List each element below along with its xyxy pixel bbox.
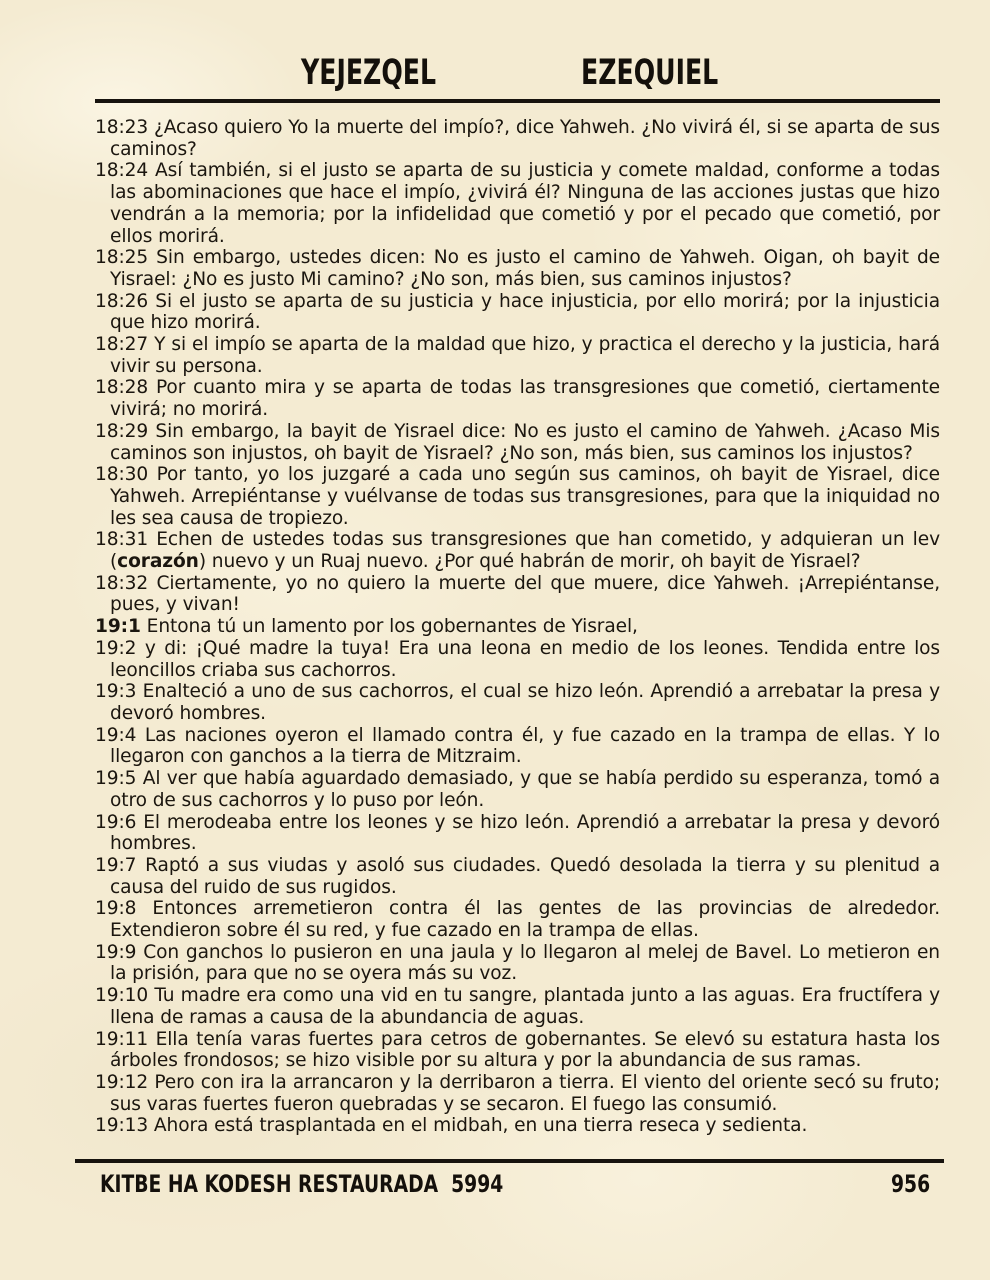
verse-number: 18:32 xyxy=(95,572,149,594)
verse xyxy=(95,573,940,616)
verse-number: 19:7 xyxy=(95,854,137,876)
verse xyxy=(95,421,940,464)
verse xyxy=(95,160,940,247)
verse-text: Al ver que había aguardado demasiado, y que se había perdido su esperanza, tomó a otro de sus cachorros y lo puso por león. xyxy=(110,768,941,811)
verse xyxy=(95,117,940,160)
page-title-spanish: EZEQUIEL xyxy=(581,53,719,93)
verse-text: Pero con ira la arrancaron y la derribaron a tierra. El viento del oriente secó su fruto; sus varas fuertes fueron quebradas y se secaron. El fuego las consumió. xyxy=(110,1071,940,1115)
verse-text: Ella tenía varas fuertes para cetros de gobernantes. Se elevó su estatura hasta los árboles frondosos; se hizo visible por su altura y por la abundancia de sus ramas. xyxy=(110,1028,940,1072)
verse xyxy=(95,681,940,724)
verse-text: ) nuevo y un Ruaj nuevo. ¿Por qué habrán de morir, oh bayit de Yisrael? xyxy=(198,551,861,573)
verse-text: Echen de ustedes todas sus transgresiones que han cometido, y adquieran un lev ( xyxy=(110,529,940,573)
verse xyxy=(95,898,940,941)
verse-text: Por tanto, yo los juzgaré a cada uno según sus caminos, oh bayit de Yisrael, dice Yahweh. Arrepiéntanse y vuélvanse de todas sus transgresiones, para que la iniquidad no les sea causa de tropiezo. xyxy=(110,464,940,529)
verse xyxy=(95,812,940,855)
verse-number: 19:12 xyxy=(95,1071,149,1093)
verse xyxy=(95,725,940,768)
verse-text: Entona tú un lamento por los gobernantes de Yisrael, xyxy=(146,616,638,638)
verse xyxy=(95,985,940,1028)
footer-divider xyxy=(75,1159,944,1163)
verse-text: ¿Acaso quiero Yo la muerte del impío?, dice Yahweh. ¿No vivirá él, si se aparta de sus caminos? xyxy=(110,117,940,160)
verse-text: Ciertamente, yo no quiero la muerte del que muere, dice Yahweh. ¡Arrepiéntanse, pues, y vivan! xyxy=(110,572,941,616)
verse-text: Ahora está trasplantada en el midbah, en una tierra reseca y sedienta. xyxy=(153,1115,808,1137)
verse xyxy=(95,855,940,898)
verse-text: Enalteció a uno de sus cachorros, el cual se hizo león. Aprendió a arrebatar la presa y devoró hombres. xyxy=(110,681,941,724)
verse-text: y di: ¡Qué madre la tuya! Era una leona en medio de los leones. Tendida entre los leoncillos criaba sus cachorros. xyxy=(110,637,940,681)
verse-text: Si el justo se aparta de su justicia y hace injusticia, por ello morirá; por la injusticia que hizo morirá. xyxy=(110,290,941,334)
verse-text: Sin embargo, la bayit de Yisrael dice: No es justo el camino de Yahweh. ¿Acaso Mis caminos son injustos, oh bayit de Yisrael? ¿No son, más bien, sus caminos los injustos? xyxy=(110,420,941,464)
verse-text: Las naciones oyeron el llamado contra él, y fue cazado en la trampa de ellas. Y lo llegaron con ganchos a la tierra de Mitzraim. xyxy=(110,724,940,768)
verse-number: 19:1 xyxy=(95,616,141,638)
footer-page-number: 956 xyxy=(890,1170,930,1198)
verse-number: 19:4 xyxy=(95,724,137,746)
verse-number: 18:26 xyxy=(95,290,149,312)
verse xyxy=(95,638,940,681)
page-title-transliterated: YEJEZQEL xyxy=(301,53,437,93)
verse-number: 19:8 xyxy=(95,898,137,920)
verse-text: El merodeaba entre los leones y se hizo león. Aprendió a arrebatar la presa y devoró hombres. xyxy=(110,811,940,855)
verse-text: Y si el impío se aparta de la maldad que hizo, y practica el derecho y la justicia, hará vivir su persona. xyxy=(110,334,940,377)
verse-number: 18:25 xyxy=(95,247,149,269)
verse-text: Sin embargo, ustedes dicen: No es justo el camino de Yahweh. Oigan, oh bayit de Yisrael: ¿No es justo Mi camino? ¿No son, más bien, sus caminos injustos? xyxy=(110,247,941,290)
verse-number: 18:29 xyxy=(95,420,149,442)
verse-number: 18:30 xyxy=(95,464,149,486)
verse xyxy=(95,291,940,334)
verse-number: 19:10 xyxy=(95,985,149,1007)
verse xyxy=(95,616,940,638)
header-divider xyxy=(95,99,940,103)
verse xyxy=(95,529,940,572)
verse-number: 18:31 xyxy=(95,529,149,551)
verse-text: Tu madre era como una vid en tu sangre, plantada junto a las aguas. Era fructífera y llena de ramas a causa de la abundancia de aguas. xyxy=(110,985,940,1028)
verse-text: Raptó a sus viudas y asoló sus ciudades. Quedó desolada la tierra y su plenitud a causa del ruido de sus rugidos. xyxy=(110,854,941,898)
verse-number: 19:5 xyxy=(95,768,137,790)
verse-number: 19:11 xyxy=(95,1028,149,1050)
verse-number: 18:28 xyxy=(95,377,149,399)
verse-list xyxy=(95,117,940,1137)
verse-number: 18:23 xyxy=(95,117,149,138)
verse xyxy=(95,1072,940,1115)
verse xyxy=(95,942,940,985)
verse xyxy=(95,377,940,420)
verse xyxy=(95,768,940,811)
verse-number: 19:13 xyxy=(95,1115,149,1137)
verse-number: 19:9 xyxy=(95,941,137,963)
verse-text: Con ganchos lo pusieron en una jaula y lo llegaron al melej de Bavel. Lo metieron en la prisión, para que no se oyera más su voz. xyxy=(110,941,940,985)
verse xyxy=(95,334,940,377)
verse xyxy=(95,1029,940,1072)
verse-number: 19:3 xyxy=(95,681,137,703)
footer-book-label: KITBE HA KODESH RESTAURADA 5994 xyxy=(100,1170,504,1198)
verse-number: 19:2 xyxy=(95,637,137,659)
verse-text: corazón xyxy=(117,551,199,573)
verse-text: Así también, si el justo se aparta de su justicia y comete maldad, conforme a todas las abominaciones que hace el impío, ¿vivirá él? Ninguna de las acciones justas que hizo vendrán a la memoria; por la infidelidad que cometió y por el pecado que cometió, por ellos morirá. xyxy=(110,160,940,247)
verse-text: Por cuanto mira y se aparta de todas las transgresiones que cometió, ciertamente vivirá; no morirá. xyxy=(110,377,940,421)
verse-text: Entonces arremetieron contra él las gentes de las provincias de alrededor. Extendieron sobre él su red, y fue cazado en la trampa de ellas. xyxy=(110,898,941,942)
verse-number: 18:24 xyxy=(95,160,149,182)
verse-number: 19:6 xyxy=(95,811,137,833)
verse xyxy=(95,1115,940,1137)
verse xyxy=(95,464,940,529)
verse-number: 18:27 xyxy=(95,334,149,356)
verse xyxy=(95,247,940,290)
